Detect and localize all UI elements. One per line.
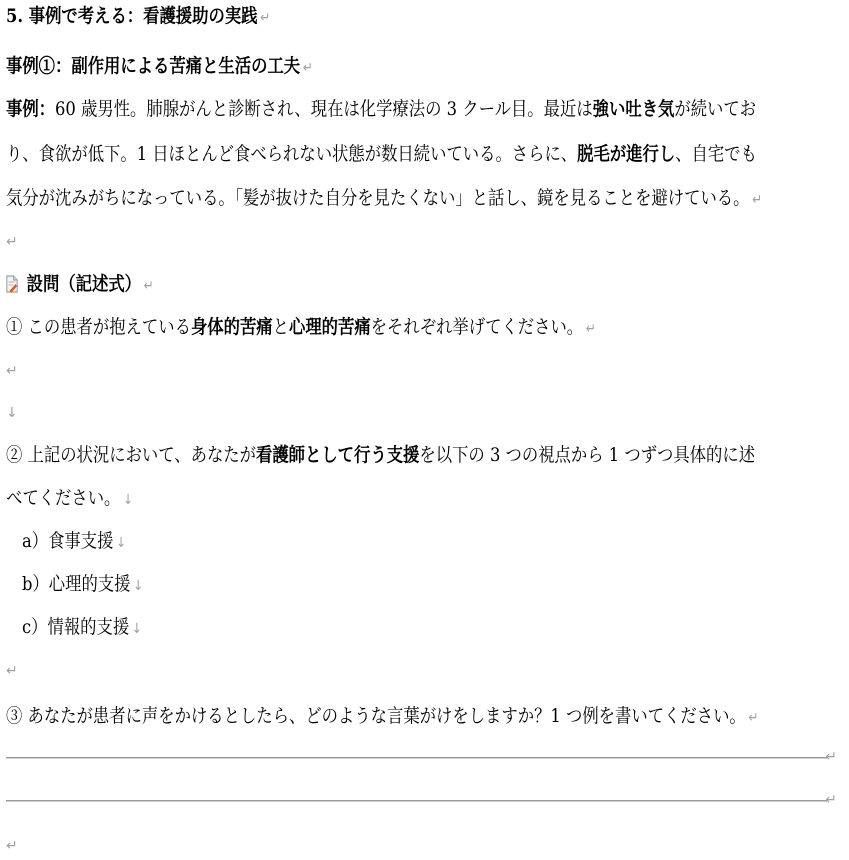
- paragraph-mark: ↵: [6, 363, 18, 379]
- line-break-mark: ↓: [116, 535, 127, 551]
- question-2-emphasis: 看護師として行う支援: [255, 444, 420, 466]
- empty-paragraph: [6, 226, 839, 256]
- paragraph-mark: ↵: [752, 192, 763, 208]
- q2-item-psychological-support: [22, 570, 725, 600]
- question-header: [6, 270, 722, 300]
- q2-item-label: c）情報的支援: [22, 616, 130, 638]
- case-text-emphasis: 強い吐き気: [592, 98, 675, 120]
- question-2-line-2: [6, 484, 722, 514]
- q2-item-information-support: [22, 613, 725, 643]
- paragraph-mark: ↵: [6, 234, 18, 250]
- case-label: 事例：: [6, 98, 56, 120]
- section-heading: [6, 2, 722, 32]
- question-1-part: をそれぞれ挙げてください。: [370, 316, 584, 338]
- case-text-part: が続いてお: [674, 98, 757, 120]
- case-text-part: 60 歳男性。肺腺がんと診断され、現在は化学療法の 3 クール目。最近は: [55, 98, 593, 120]
- memo-pencil-icon: [6, 273, 18, 291]
- paragraph-mark: ↵: [585, 321, 596, 337]
- section-heading-text: 5. 事例で考える：看護援助の実践: [6, 5, 258, 27]
- empty-line-break: [6, 397, 839, 427]
- question-1-emphasis: 身体的苦痛: [190, 316, 273, 338]
- question-2-part: を以下の 3 つの視点から 1 つずつ具体的に述: [419, 444, 756, 466]
- paragraph-mark: ↵: [6, 663, 18, 679]
- paragraph-mark: ↵: [302, 60, 313, 76]
- question-1-part: と: [272, 316, 290, 338]
- paragraph-mark: ↵: [748, 710, 759, 726]
- case-text-part: 気分が沈みがちになっている。「髪が抜けた自分を見たくない」と話し、鏡を見ることを避けている。: [6, 187, 750, 209]
- case-title-text: 事例①：副作用による苦痛と生活の工夫: [6, 55, 301, 77]
- question-2-part: ② 上記の状況において、あなたが: [6, 444, 256, 466]
- question-3-text: ③ あなたが患者に声をかけるとしたら、どのような言葉がけをしますか？1 つ例を書いてください。: [6, 705, 746, 727]
- end-paragraph: [6, 830, 839, 860]
- question-1-part: ① この患者が抱えている: [6, 316, 191, 338]
- case-text-line-2: [6, 140, 757, 168]
- q2-item-label: b）心理的支援: [22, 573, 131, 595]
- q2-item-label: a）食事支援: [22, 530, 114, 552]
- paragraph-mark: ↵: [260, 10, 271, 26]
- line-break-mark: ↓: [131, 621, 142, 637]
- paragraph-mark: ↵: [825, 749, 837, 765]
- question-3: [6, 702, 759, 732]
- question-header-text: 設問（記述式）: [26, 273, 142, 295]
- paragraph-mark: ↵: [143, 278, 154, 294]
- line-break-mark: ↓: [6, 405, 18, 421]
- line-break-mark: ↓: [133, 578, 144, 594]
- case-text-line-1: [6, 95, 757, 123]
- answer-line-2: [6, 800, 827, 802]
- empty-paragraph: [6, 355, 839, 385]
- case-text-part: り、食欲が低下。1 日ほとんど食べられない状態が数日続いている。さらに、: [6, 143, 578, 165]
- case-text-line-3: [6, 184, 763, 214]
- question-2-part: べてください。: [6, 487, 121, 509]
- question-1: [6, 313, 722, 343]
- case-text-part: 、自宅でも: [675, 143, 757, 165]
- answer-line-1: [6, 757, 827, 759]
- empty-paragraph: [6, 655, 839, 685]
- end-mark: ↵: [6, 838, 18, 854]
- case-text-emphasis: 脱毛が進行し: [577, 143, 676, 165]
- line-break-mark: ↓: [122, 492, 134, 508]
- q2-item-meal-support: [22, 527, 725, 557]
- question-2-line-1: [6, 441, 756, 469]
- question-1-emphasis: 心理的苦痛: [289, 316, 371, 338]
- paragraph-mark: ↵: [825, 792, 837, 808]
- case-title: [6, 52, 722, 82]
